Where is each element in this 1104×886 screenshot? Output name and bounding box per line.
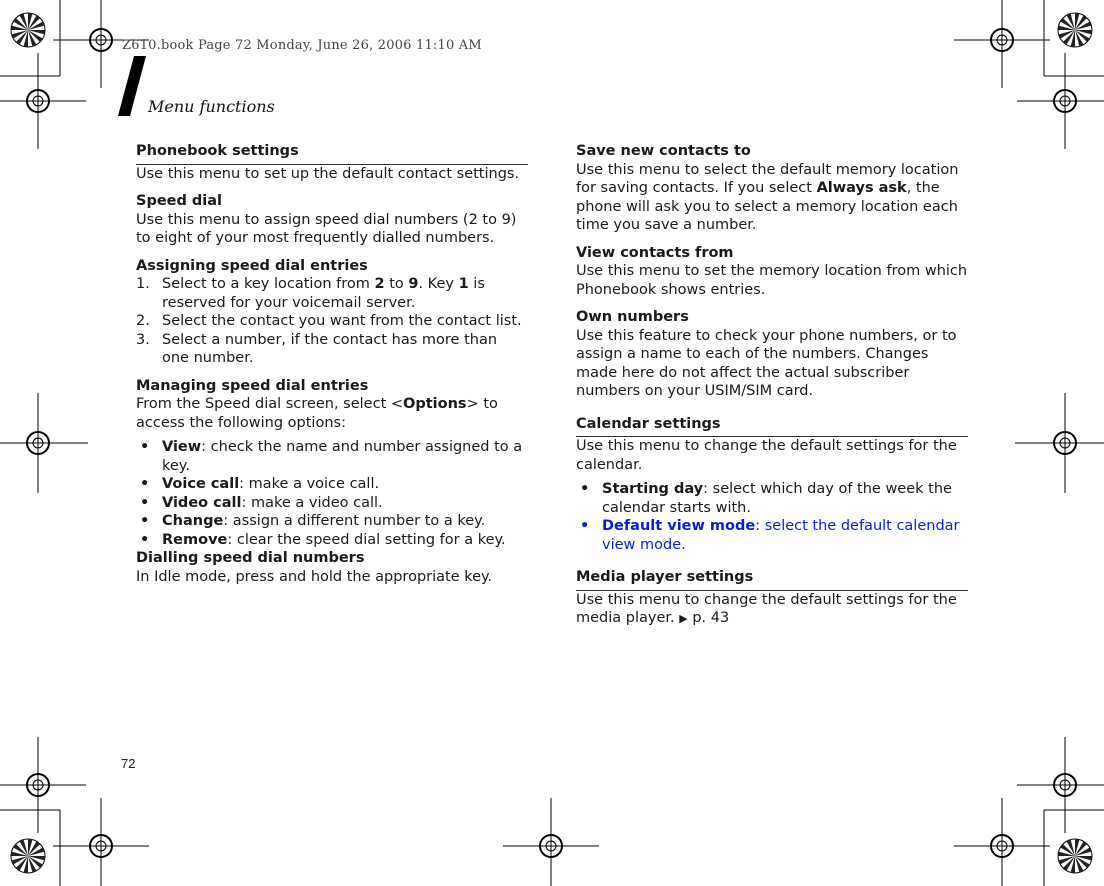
color-target-icon	[11, 13, 45, 47]
assigning-entries-heading: Assigning speed dial entries	[136, 257, 368, 274]
option-item-voice-call: • Voice call: make a voice call.	[140, 476, 380, 492]
calendar-option-starting-day: • Starting day: select which day of the week the calendar starts with.	[580, 481, 952, 516]
view-contacts-text: Use this menu to set the memory location from which Phonebook shows entries.	[576, 263, 968, 298]
crosshair-target-icon	[0, 737, 86, 833]
view-contacts-heading: View contacts from	[576, 244, 734, 261]
step-item: 3. Select a number, if the contact has more than one number.	[136, 331, 498, 366]
bullet-icon: •	[140, 494, 150, 511]
bullet-icon: •	[140, 439, 150, 455]
crosshair-target-icon	[1015, 393, 1104, 493]
step-number: 1.	[136, 276, 150, 292]
crosshair-target-icon	[1017, 53, 1104, 149]
right-column	[576, 142, 968, 629]
color-target-icon	[1058, 839, 1092, 873]
calendar-settings-heading: Calendar settings	[576, 415, 968, 438]
save-contacts-text: Use this menu to select the default memory location for saving contacts. If you select Always ask, the phone will ask you to select a memory location each time you save a number.	[576, 161, 959, 233]
own-numbers-heading: Own numbers	[576, 309, 689, 325]
bullet-icon: •	[140, 531, 150, 548]
option-item-remove: • Remove: clear the speed dial setting for a key.	[140, 531, 506, 548]
color-target-icon	[1058, 13, 1092, 47]
bullet-icon: •	[580, 518, 590, 534]
bullet-icon: •	[140, 513, 150, 529]
crosshair-target-icon	[503, 798, 599, 886]
media-player-settings-heading: Media player settings	[576, 568, 968, 591]
crosshair-target-icon	[53, 798, 149, 886]
dialling-heading: Dialling speed dial numbers	[136, 550, 365, 566]
bullet-icon: •	[140, 476, 150, 492]
chapter-title-bar	[116, 56, 152, 118]
calendar-option-default-view-mode: • Default view mode: select the default calendar view mode.	[580, 518, 960, 553]
media-player-settings-text: Use this menu to change the default settings for the media player. ▶ p. 43	[576, 591, 957, 626]
crosshair-target-icon	[0, 393, 88, 493]
calendar-settings-intro: Use this menu to change the default settings for the calendar.	[576, 438, 957, 473]
dialling-text: In Idle mode, press and hold the appropriate key.	[136, 568, 493, 585]
step-item: 1. Select to a key location from 2 to 9. Key 1 is reserved for your voicemail server.	[136, 276, 485, 311]
own-numbers-text: Use this feature to check your phone numbers, or to assign a name to each of the numbers. Changes made here do not affect the actual subscriber numbers on your USIM/SIM card.	[576, 327, 957, 399]
chapter-title: Menu functions	[148, 97, 275, 116]
phonebook-settings-intro: Use this menu to set up the default contact settings.	[136, 165, 520, 182]
managing-entries-heading: Managing speed dial entries	[136, 377, 369, 394]
arrow-right-icon: ▶	[679, 612, 688, 625]
option-item-change: • Change: assign a different number to a key.	[140, 513, 486, 529]
save-contacts-heading: Save new contacts to	[576, 143, 751, 159]
step-item: 2. Select the contact you want from the contact list.	[136, 313, 522, 329]
left-column	[136, 142, 528, 586]
page-number: 72	[121, 756, 136, 771]
step-number: 2.	[136, 313, 150, 329]
crosshair-target-icon	[954, 0, 1050, 88]
crosshair-target-icon	[1017, 737, 1104, 833]
bullet-icon: •	[580, 481, 590, 497]
print-header-line: Z610.book Page 72 Monday, June 26, 2006 11:10 AM	[122, 38, 482, 53]
phonebook-settings-heading: Phonebook settings	[136, 142, 528, 165]
step-number: 3.	[136, 331, 150, 348]
option-item-video-call: • Video call: make a video call.	[140, 494, 383, 511]
crosshair-target-icon	[954, 798, 1050, 886]
page-reference: p. 43	[692, 610, 730, 626]
option-item-view: • View: check the name and number assigned to a key.	[140, 439, 523, 474]
color-target-icon	[11, 839, 45, 873]
managing-entries-intro: From the Speed dial screen, select <Options> to access the following options:	[136, 396, 498, 431]
crosshair-target-icon	[0, 53, 86, 149]
speed-dial-intro: Use this menu to assign speed dial numbers (2 to 9) to eight of your most frequently dialled numbers.	[136, 211, 517, 246]
speed-dial-heading: Speed dial	[136, 193, 223, 209]
